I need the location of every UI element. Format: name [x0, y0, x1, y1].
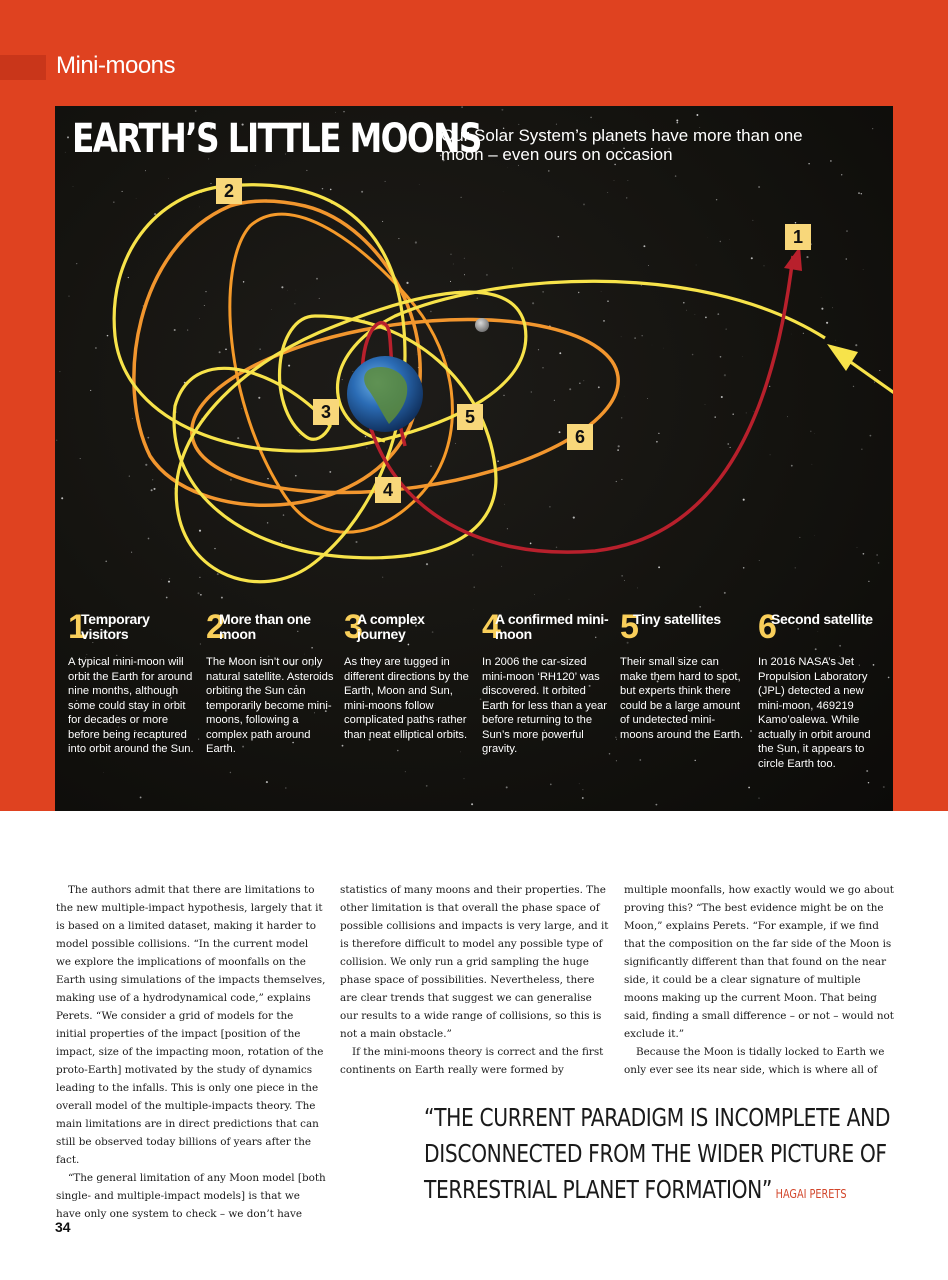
orbit-path-red — [362, 256, 793, 552]
marker-6: 6 — [567, 424, 593, 450]
info-number: 6 — [758, 608, 777, 646]
info-number: 2 — [206, 608, 225, 646]
article-paragraph: If the mini-moons theory is correct and the first continents on Earth really were formed by — [340, 1046, 604, 1076]
infographic-title: EARTH’S LITTLE MOONS — [72, 116, 481, 162]
article-paragraph: “The general limitation of any Moon model [both single- and multiple-impact models] is that we have only one system to check – we don’t have — [56, 1172, 326, 1220]
marker-5: 5 — [457, 404, 483, 430]
article-paragraph: multiple moonfalls, how exactly would we go about proving this? “The best evidence might be on the Moon,” explains Perets. “For example, if we find that the composition on the far side of the Moon is significantly different than that found on the near side, it could be a clear signature of multiple moons making up the current Moon. That being said, finding a small difference – or not – would not exclude it.” — [624, 884, 894, 1040]
info-number: 1 — [68, 608, 87, 646]
marker-2: 2 — [216, 178, 242, 204]
pull-quote-line: TERRESTRIAL PLANET FORMATION” — [424, 1175, 773, 1204]
info-body: Their small size can make them hard to spot, but experts think there could be a large amount of undetected mini-moons around the Earth. — [620, 656, 744, 741]
info-title: A complex journey — [357, 611, 425, 642]
article-paragraph: statistics of many moons and their properties. The other limitation is that overall the phase space of possible collisions and impacts is very large, and it is therefore difficult to model any possible type of collision. We only run a grid sampling the huge phase space of possibilities. Nevertheless, there are clear trends that suggest we can generalise our results to a wide range of collisions, so this is not a main obstacle.” — [340, 884, 609, 1040]
pull-quote-line: “THE CURRENT PARADIGM IS INCOMPLETE AND — [424, 1103, 891, 1132]
info-number: 5 — [620, 608, 639, 646]
pull-quote-line: DISCONNECTED FROM THE WIDER PICTURE OF — [424, 1139, 887, 1168]
article-column-3 — [624, 881, 894, 1079]
info-title: More than one moon — [219, 611, 311, 642]
pull-quote-attribution: HAGAI PERETS — [775, 1187, 847, 1201]
article-column-2 — [340, 881, 610, 1079]
info-body: As they are tugged in different directions by the Earth, Moon and Sun, mini-moons follow complicated paths rather than neat elliptical orbits. — [344, 656, 469, 741]
info-title: Tiny satellites — [633, 611, 721, 627]
marker-4: 4 — [375, 477, 401, 503]
trajectory-arrowhead — [827, 344, 858, 371]
info-body: A typical mini-moon will orbit the Earth for around nine months, although some could stay in orbit for decades or more before being recaptured into orbit around the Sun. — [68, 656, 194, 755]
moon-graphic — [475, 318, 489, 332]
orbit-path-yellow-1 — [114, 185, 526, 582]
pull-quote-last-line — [424, 1172, 847, 1212]
info-title: Second satellite — [771, 611, 873, 627]
article-paragraph: The authors admit that there are limitations to the new multiple-impact hypothesis, largely that it is based on a limited dataset, making it harder to model possible collisions. “In the current model we explore the implications of moonfalls on the Earth using simulations of the impacts themselves, making use of a hydrodynamical code,” explains Perets. “We consider a grid of models for the initial properties of the impact [position of the impact, size of the impacting moon, rotation of the proto-Earth] motivated by the study of dynamics leading to the infalls. This is only one piece in the overall model of the multiple-impacts theory. The main limitations are in direct predictions that can still be observed today billions of years after the fact. — [56, 884, 326, 1166]
info-body: In 2006 the car-sized mini-moon ‘RH120’ was discovered. It orbited Earth for less than a year before returning to the Sun’s more powerful gravity. — [482, 656, 607, 755]
info-title: Temporary visitors — [81, 611, 150, 642]
infographic-subtitle: Our Solar System’s planets have more than one moon – even ours on occasion — [441, 126, 803, 164]
info-title: A confirmed mini-moon — [495, 611, 609, 642]
info-number: 4 — [482, 608, 501, 646]
page-number: 34 — [55, 1219, 71, 1235]
pull-quote — [424, 1100, 891, 1212]
section-label: Mini-moons — [56, 52, 176, 79]
section-tab-marker — [0, 55, 46, 80]
info-number: 3 — [344, 608, 363, 646]
article-paragraph: Because the Moon is tidally locked to Earth we only ever see its near side, which is where all of — [624, 1046, 885, 1076]
marker-3: 3 — [313, 399, 339, 425]
info-body: In 2016 NASA’s Jet Propulsion Laboratory (JPL) detected a new mini-moon, 469219 Kamo’oalewa. While actually in orbit around the Sun, it appears to circle Earth too. — [758, 656, 871, 770]
info-body: The Moon isn’t our only natural satellite. Asteroids orbiting the Sun can temporarily become mini-moons, following a complex path around Earth. — [206, 656, 334, 755]
infographic-panel — [55, 106, 893, 811]
marker-1: 1 — [785, 224, 811, 250]
article-column-1 — [56, 881, 326, 1223]
